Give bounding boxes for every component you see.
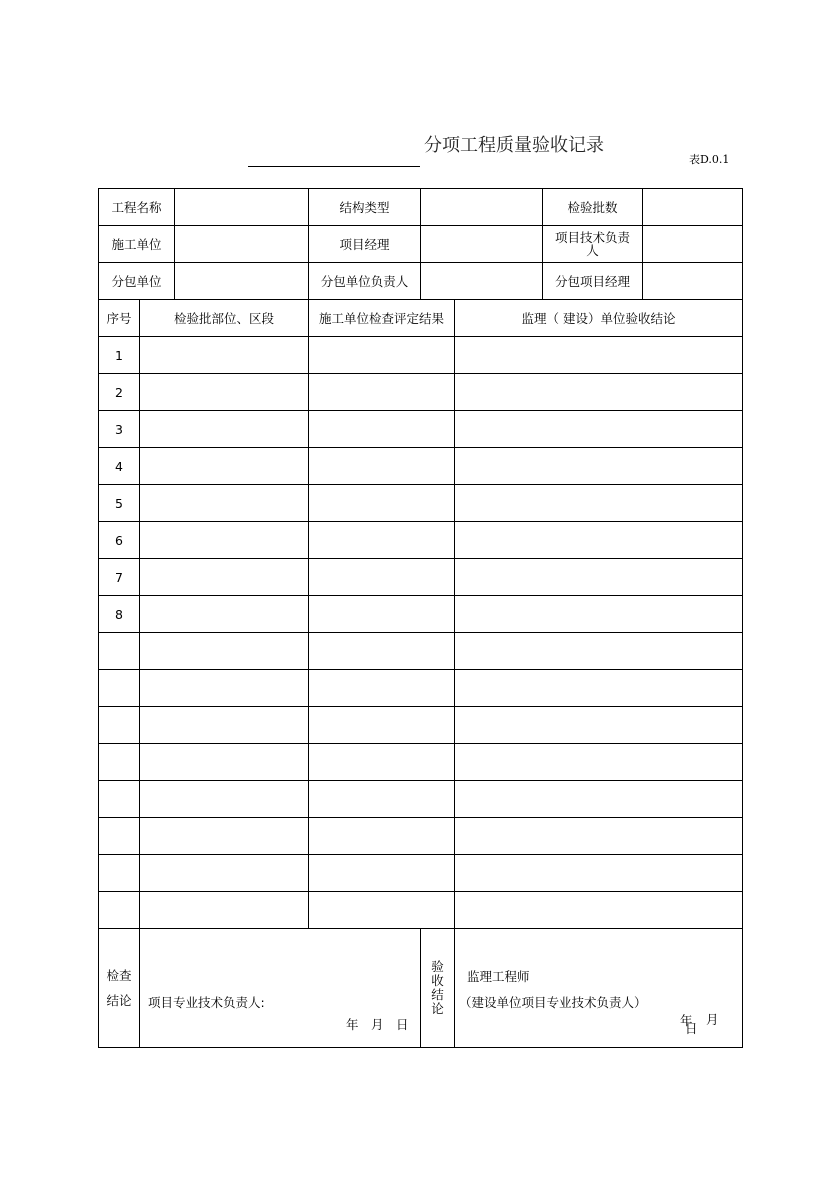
row-seq: 4 — [99, 448, 140, 485]
subcontractor-value[interactable] — [175, 263, 309, 300]
table-row — [99, 448, 743, 485]
info-row-2 — [99, 226, 743, 263]
row-seq: 5 — [99, 485, 140, 522]
row-location[interactable] — [140, 744, 309, 781]
check-conclusion-cell[interactable] — [140, 929, 421, 1048]
table-row — [99, 781, 743, 818]
table-row — [99, 374, 743, 411]
row-contractor-result[interactable] — [309, 559, 455, 596]
row-location[interactable] — [140, 855, 309, 892]
batch-count-label: 检验批数 — [543, 189, 643, 226]
project-manager-value[interactable] — [421, 226, 543, 263]
conclusion-row — [99, 929, 743, 1048]
row-supervisor-result[interactable] — [455, 448, 743, 485]
row-contractor-result[interactable] — [309, 374, 455, 411]
table-row — [99, 818, 743, 855]
row-seq — [99, 781, 140, 818]
row-location[interactable] — [140, 818, 309, 855]
row-contractor-result[interactable] — [309, 448, 455, 485]
check-signer-label: 项目专业技术负责人: — [148, 995, 265, 1010]
structure-type-label: 结构类型 — [309, 189, 421, 226]
check-conclusion-label: 检查结论 — [106, 968, 132, 1008]
row-location[interactable] — [140, 522, 309, 559]
table-row — [99, 411, 743, 448]
row-supervisor-result[interactable] — [455, 818, 743, 855]
contractor-label: 施工单位 — [99, 226, 175, 263]
row-location[interactable] — [140, 337, 309, 374]
table-row — [99, 485, 743, 522]
row-supervisor-result[interactable] — [455, 892, 743, 929]
row-contractor-result[interactable] — [309, 411, 455, 448]
row-contractor-result[interactable] — [309, 485, 455, 522]
table-row — [99, 337, 743, 374]
row-location[interactable] — [140, 633, 309, 670]
table-row — [99, 670, 743, 707]
row-location[interactable] — [140, 781, 309, 818]
row-supervisor-result[interactable] — [455, 633, 743, 670]
row-seq: 6 — [99, 522, 140, 559]
row-location[interactable] — [140, 411, 309, 448]
row-seq: 8 — [99, 596, 140, 633]
info-row-3 — [99, 263, 743, 300]
info-row-1 — [99, 189, 743, 226]
row-seq — [99, 707, 140, 744]
table-row — [99, 892, 743, 929]
accept-conclusion-label-cell — [421, 929, 455, 1048]
row-contractor-result[interactable] — [309, 670, 455, 707]
accept-date-day: 日 — [685, 1021, 698, 1036]
row-seq: 1 — [99, 337, 140, 374]
row-seq — [99, 855, 140, 892]
row-contractor-result[interactable] — [309, 707, 455, 744]
accept-date-month: 月 — [706, 1012, 719, 1027]
form-number: 表D.0.1 — [689, 153, 730, 166]
row-supervisor-result[interactable] — [455, 522, 743, 559]
check-date-label: 年 月 日 — [346, 1017, 409, 1032]
row-seq: 3 — [99, 411, 140, 448]
table-row — [99, 633, 743, 670]
table-row — [99, 707, 743, 744]
sub-manager-label: 分包项目经理 — [543, 263, 643, 300]
sub-lead-value[interactable] — [421, 263, 543, 300]
project-name-label: 工程名称 — [99, 189, 175, 226]
row-seq — [99, 670, 140, 707]
row-seq — [99, 633, 140, 670]
table-row — [99, 522, 743, 559]
row-seq — [99, 818, 140, 855]
row-supervisor-result[interactable] — [455, 596, 743, 633]
row-supervisor-result[interactable] — [455, 374, 743, 411]
table-row — [99, 744, 743, 781]
row-seq — [99, 892, 140, 929]
row-supervisor-result[interactable] — [455, 337, 743, 374]
accept-conclusion-label: 验收结论 — [431, 959, 444, 1016]
row-location[interactable] — [140, 707, 309, 744]
tech-lead-label: 项目技术负责人 — [543, 226, 643, 263]
location-header: 检验批部位、区段 — [140, 300, 309, 337]
sub-manager-value[interactable] — [643, 263, 743, 300]
row-contractor-result[interactable] — [309, 855, 455, 892]
row-supervisor-result[interactable] — [455, 707, 743, 744]
subcontractor-label: 分包单位 — [99, 263, 175, 300]
row-location[interactable] — [140, 892, 309, 929]
row-contractor-result[interactable] — [309, 522, 455, 559]
sub-lead-label: 分包单位负责人 — [309, 263, 421, 300]
table-row — [99, 596, 743, 633]
supervisor-note: （建设单位项目专业技术负责人） — [459, 995, 647, 1010]
row-contractor-result[interactable] — [309, 892, 455, 929]
form-title: 分项工程质量验收记录 — [424, 135, 604, 156]
row-supervisor-result[interactable] — [455, 411, 743, 448]
seq-header: 序号 — [99, 300, 140, 337]
row-contractor-result[interactable] — [309, 781, 455, 818]
contractor-value[interactable] — [175, 226, 309, 263]
row-contractor-result[interactable] — [309, 633, 455, 670]
batch-count-value[interactable] — [643, 189, 743, 226]
row-supervisor-result[interactable] — [455, 781, 743, 818]
title-underline — [248, 166, 420, 167]
row-seq — [99, 744, 140, 781]
row-supervisor-result[interactable] — [455, 855, 743, 892]
accept-date-year: 年 — [680, 1013, 693, 1028]
row-seq: 7 — [99, 559, 140, 596]
row-contractor-result[interactable] — [309, 596, 455, 633]
data-rows — [99, 337, 743, 929]
row-location[interactable] — [140, 374, 309, 411]
project-name-value[interactable] — [175, 189, 309, 226]
row-contractor-result[interactable] — [309, 337, 455, 374]
row-location[interactable] — [140, 559, 309, 596]
row-seq: 2 — [99, 374, 140, 411]
row-supervisor-result[interactable] — [455, 670, 743, 707]
row-contractor-result[interactable] — [309, 818, 455, 855]
tech-lead-value[interactable] — [643, 226, 743, 263]
row-location[interactable] — [140, 670, 309, 707]
accept-conclusion-cell[interactable] — [455, 929, 743, 1048]
row-location[interactable] — [140, 448, 309, 485]
supervisor-result-header: 监理（ 建设）单位验收结论 — [455, 300, 743, 337]
row-contractor-result[interactable] — [309, 744, 455, 781]
column-header-row — [99, 300, 743, 337]
supervisor-label: 监理工程师 — [467, 969, 530, 984]
table-row — [99, 559, 743, 596]
row-location[interactable] — [140, 596, 309, 633]
row-supervisor-result[interactable] — [455, 559, 743, 596]
check-conclusion-label-cell — [99, 929, 140, 1048]
row-supervisor-result[interactable] — [455, 485, 743, 522]
project-manager-label: 项目经理 — [309, 226, 421, 263]
row-location[interactable] — [140, 485, 309, 522]
inspection-record-table — [98, 188, 743, 1048]
row-supervisor-result[interactable] — [455, 744, 743, 781]
table-row — [99, 855, 743, 892]
contractor-result-header: 施工单位检查评定结果 — [309, 300, 455, 337]
structure-type-value[interactable] — [421, 189, 543, 226]
